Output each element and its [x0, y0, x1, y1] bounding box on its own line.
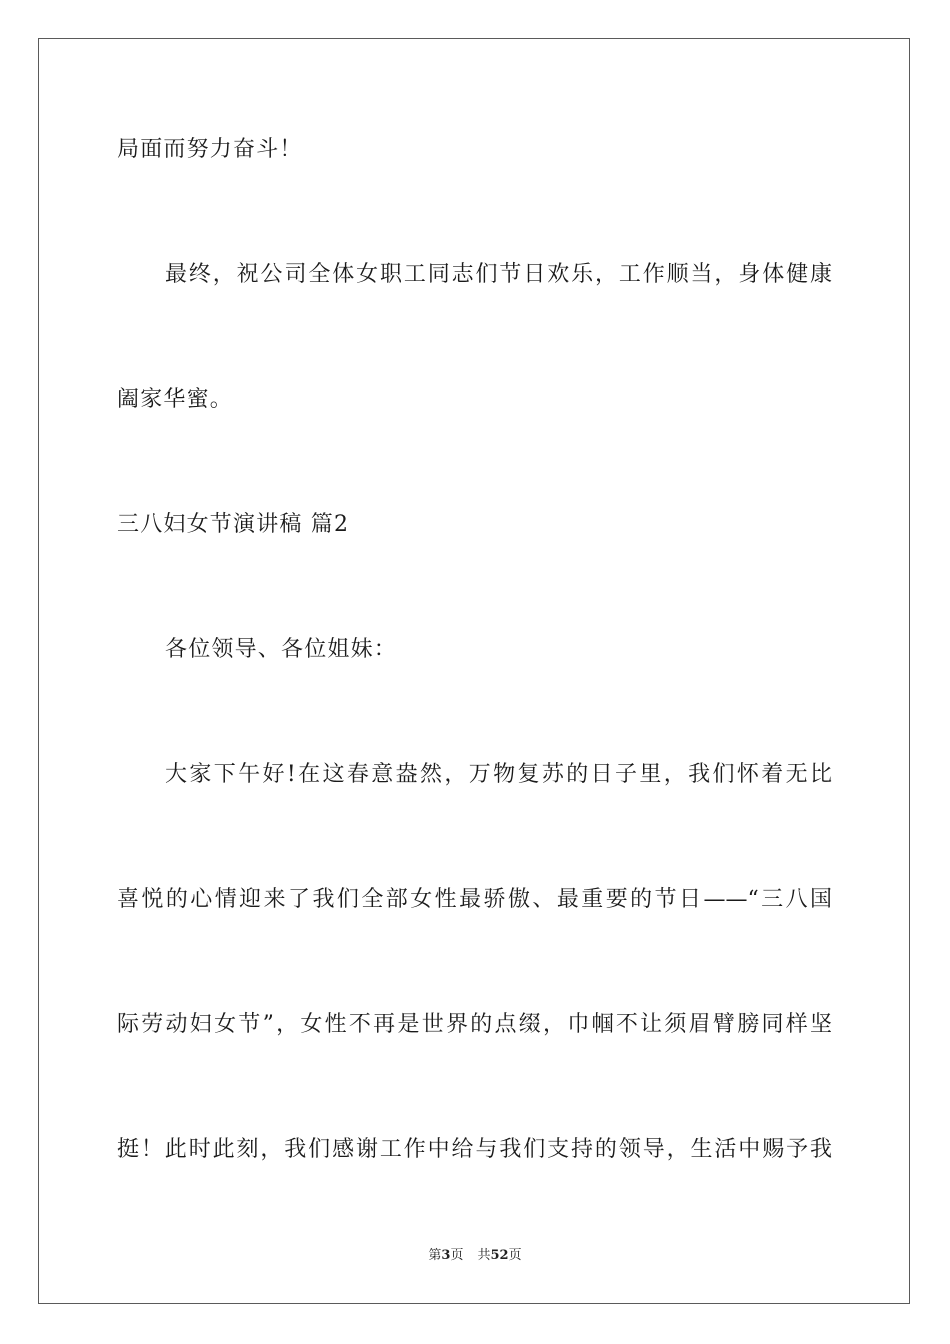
page-border: [38, 38, 910, 1304]
body-line-2: 最终，祝公司全体女职工同志们节日欢乐，工作顺当，身体健康: [165, 262, 832, 287]
page-footer: [0, 1248, 950, 1264]
body-line-5: 大家下午好!在这春意盎然，万物复苏的日子里，我们怀着无比: [165, 762, 832, 787]
page-suffix: 页: [450, 1248, 464, 1263]
body-line-6: 喜悦的心情迎来了我们全部女性最骄傲、最重要的节日——“三八国: [117, 887, 832, 912]
body-line-8: 挺！此时此刻，我们感谢工作中给与我们支持的领导，生活中赐予我: [117, 1137, 832, 1162]
salutation-line: 各位领导、各位姐妹：: [165, 637, 398, 662]
total-pages: 52: [490, 1248, 509, 1263]
body-line-1: 局面而努力奋斗！: [117, 137, 303, 162]
total-prefix: 共: [477, 1248, 491, 1263]
body-line-3: 阖家华蜜。: [117, 387, 234, 412]
total-suffix: 页: [508, 1248, 522, 1263]
page-number: 3: [441, 1248, 451, 1263]
page-prefix: 第: [428, 1248, 442, 1263]
body-line-7: 际劳动妇女节”，女性不再是世界的点缀，巾帼不让须眉臂膀同样坚: [117, 1012, 832, 1037]
section-heading: 三八妇女节演讲稿 篇2: [117, 512, 350, 537]
